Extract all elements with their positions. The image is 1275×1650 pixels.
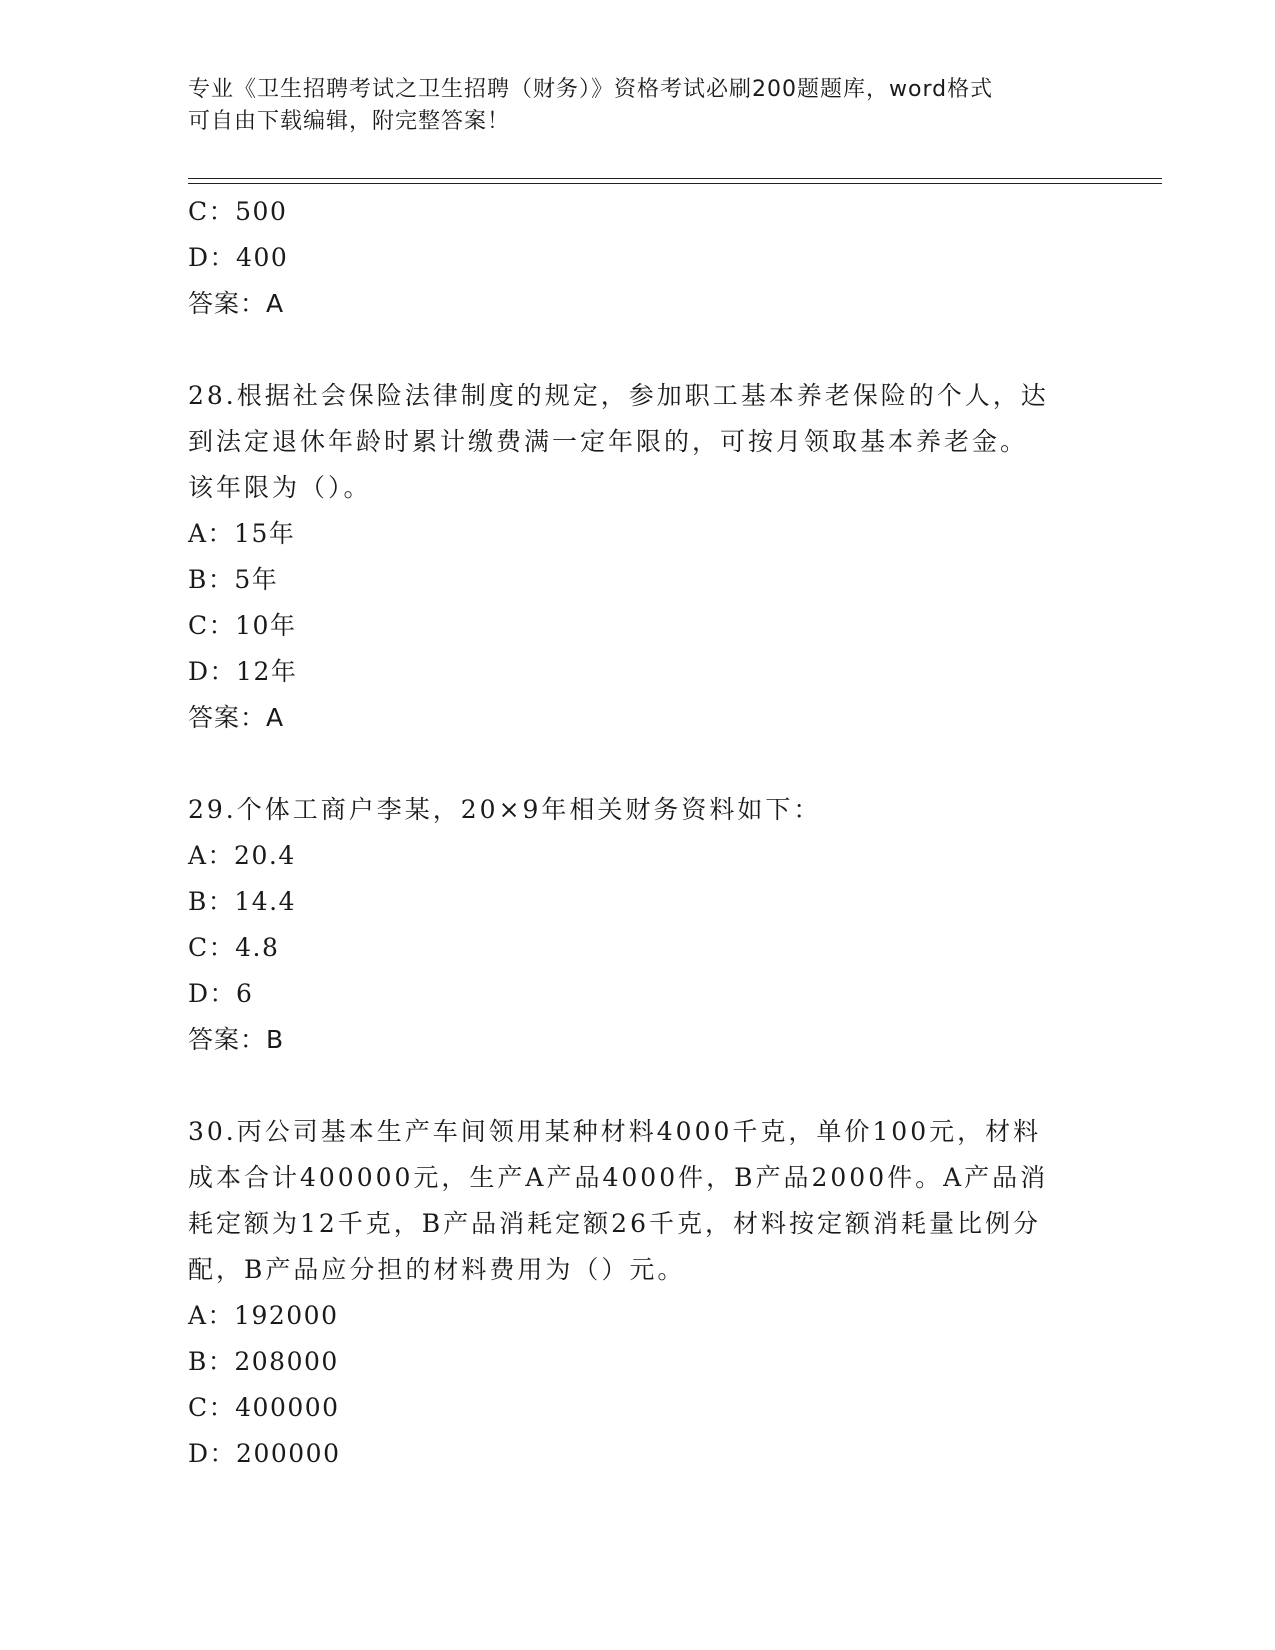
stem-line: 成本合计400000元，生产A产品4000件，B产品2000件。A产品消 — [188, 1163, 1049, 1192]
option-d: D：200000 — [188, 1439, 341, 1468]
question-stem — [188, 373, 1088, 511]
question-30 — [188, 1109, 1088, 1477]
option-d: D：400 — [188, 243, 289, 272]
stem-line: 该年限为（）。 — [188, 473, 372, 502]
header-divider-bottom — [188, 183, 1162, 184]
option-c: C：400000 — [188, 1393, 340, 1422]
option-c: C：500 — [188, 197, 288, 226]
question-29 — [188, 787, 1088, 1063]
option-b: B：5年 — [188, 565, 279, 594]
page-header — [188, 74, 1068, 138]
option-a: A：192000 — [188, 1301, 339, 1330]
answer-line: 答案：A — [188, 289, 285, 318]
answer-line: 答案：A — [188, 703, 285, 732]
question-stem — [188, 787, 1088, 833]
option-a: A：20.4 — [188, 841, 296, 870]
stem-line: 29.个体工商户李某，20×9年相关财务资料如下： — [188, 795, 822, 824]
header-line-2: 可自由下载编辑，附完整答案！ — [188, 109, 511, 134]
stem-line: 耗定额为12千克，B产品消耗定额26千克，材料按定额消耗量比例分 — [188, 1209, 1041, 1238]
option-c: C：4.8 — [188, 933, 280, 962]
question-stem — [188, 1109, 1088, 1293]
option-d: D：6 — [188, 979, 254, 1008]
header-divider-top — [188, 178, 1162, 179]
option-c: C：10年 — [188, 611, 297, 640]
option-b: B：14.4 — [188, 887, 297, 916]
answer-line: 答案：B — [188, 1025, 285, 1054]
stem-line: 配，B产品应分担的材料费用为（）元。 — [188, 1255, 686, 1284]
option-a: A：15年 — [188, 519, 296, 548]
prev-question — [188, 189, 1088, 327]
option-b: B：208000 — [188, 1347, 339, 1376]
header-line-1: 专业《卫生招聘考试之卫生招聘（财务）》资格考试必刷200题题库，word格式 — [188, 77, 994, 102]
stem-line: 28.根据社会保险法律制度的规定，参加职工基本养老保险的个人，达 — [188, 381, 1049, 410]
question-28 — [188, 373, 1088, 741]
document-body — [188, 189, 1088, 1477]
stem-line: 30.丙公司基本生产车间领用某种材料4000千克，单价100元，材料 — [188, 1117, 1042, 1146]
option-d: D：12年 — [188, 657, 298, 686]
stem-line: 到法定退休年龄时累计缴费满一定年限的，可按月领取基本养老金。 — [188, 427, 1029, 456]
